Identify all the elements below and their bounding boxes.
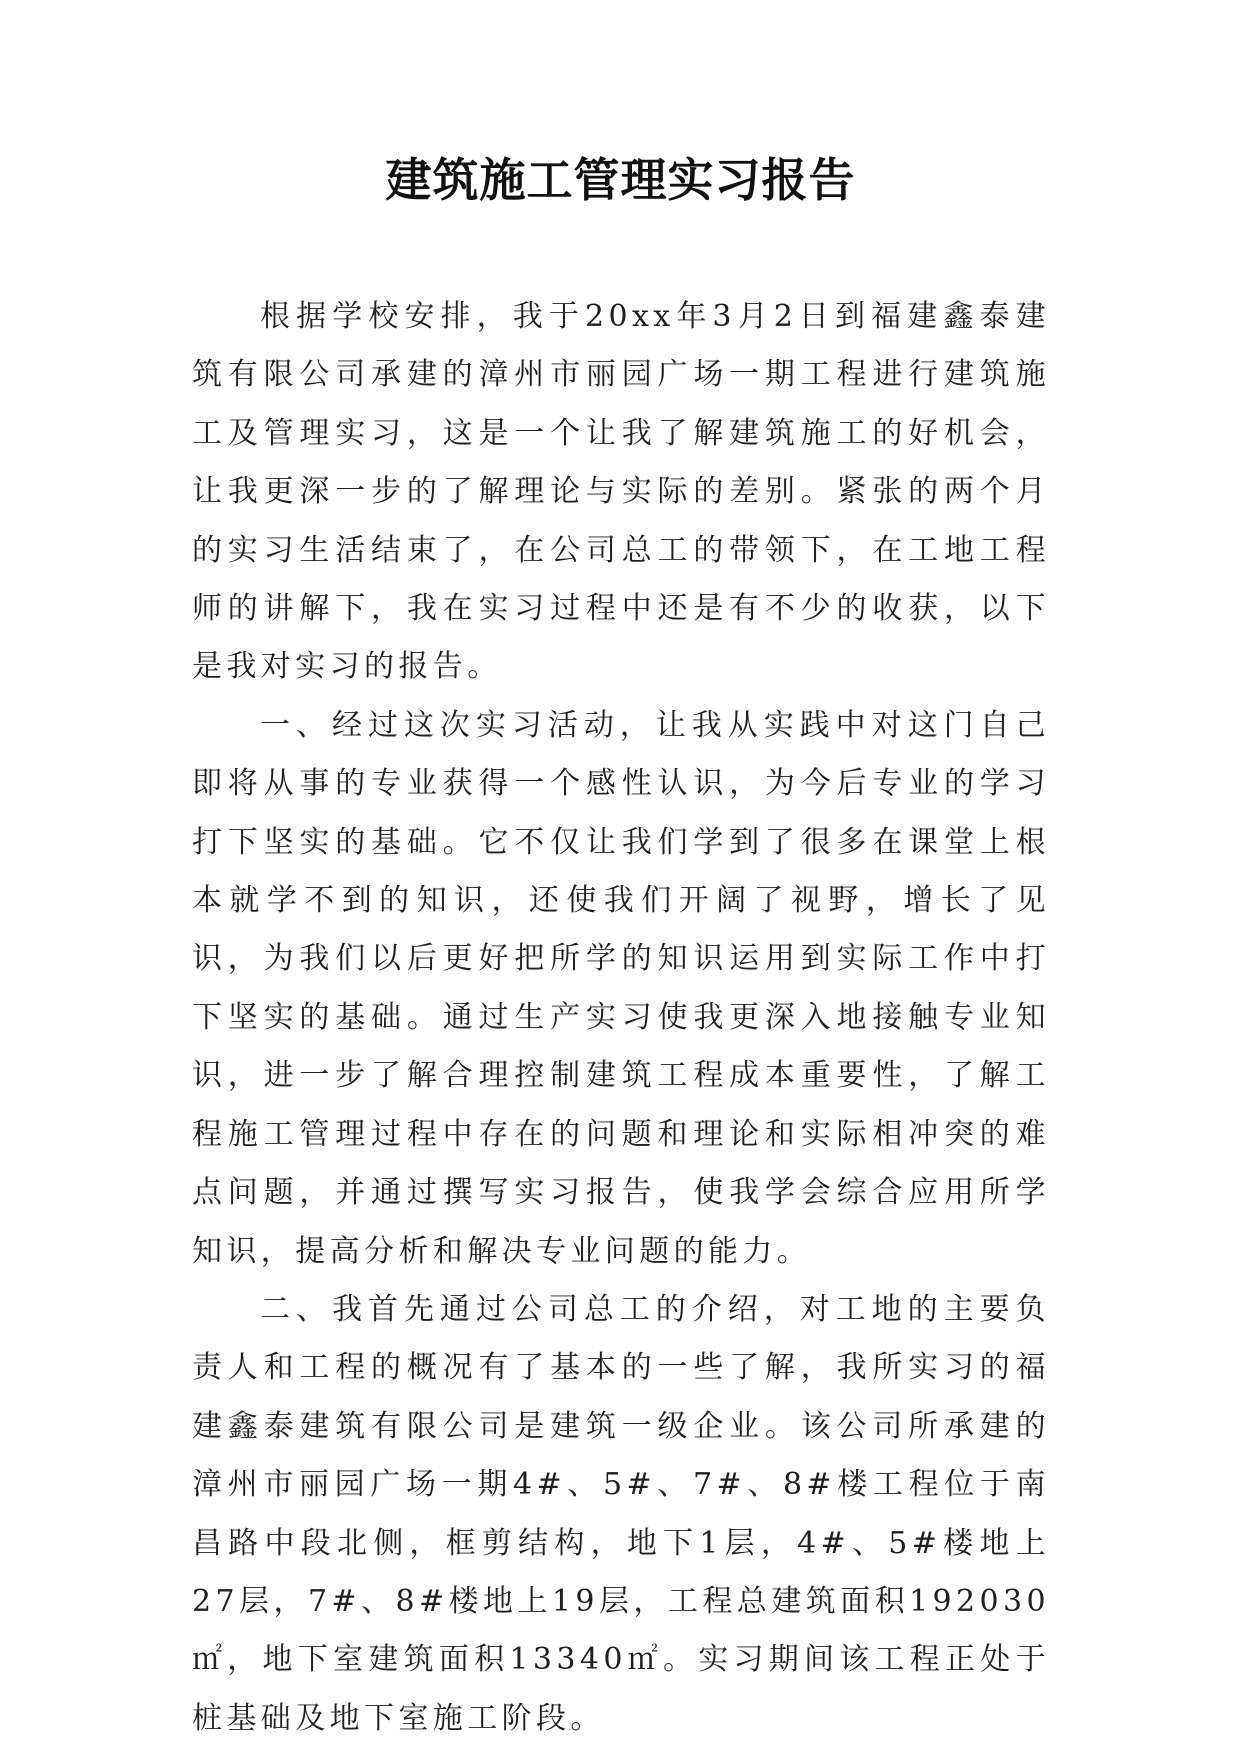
document-title: 建筑施工管理实习报告 [385,153,856,207]
paragraph-section-one: 一、经过这次实习活动，让我从实践中对这门自己即将从事的专业获得一个感性认识，为今后专业的学习打下坚实的基础。它不仅让我们学到了很多在课堂上根本就学不到的知识，还使我们开阔了视野，增长了见识，为我们以后更好把所学的知识运用到实际工作中打下坚实的基础。通过生产实习使我更深入地接触专业知识，进一步了解合理控制建筑工程成本重要性，了解工程施工管理过程中存在的问题和理论和实际相冲突的难点问题，并通过撰写实习报告，使我学会综合应用所学知识，提高分析和解决专业问题的能力。 [192,707,1050,1269]
document-body [192,288,1050,1748]
paragraph-section-two: 二、我首先通过公司总工的介绍，对工地的主要负责人和工程的概况有了基本的一些了解，我所实习的福建鑫泰建筑有限公司是建筑一级企业。该公司所承建的漳州市丽园广场一期4#、5#、7#、8#楼工程位于南昌路中段北侧，框剪结构，地下1层，4#、5#楼地上27层，7#、8#楼地上19层，工程总建筑面积192030㎡，地下室建筑面积13340㎡。实习期间该工程正处于桩基础及地下室施工阶段。 [192,1291,1050,1736]
paragraph-intro: 根据学校安排，我于20xx年3月2日到福建鑫泰建筑有限公司承建的漳州市丽园广场一期工程进行建筑施工及管理实习，这是一个让我了解建筑施工的好机会，让我更深一步的了解理论与实际的差别。紧张的两个月的实习生活结束了，在公司总工的带领下，在工地工程师的讲解下，我在实习过程中还是有不少的收获，以下是我对实习的报告。 [192,299,1050,685]
